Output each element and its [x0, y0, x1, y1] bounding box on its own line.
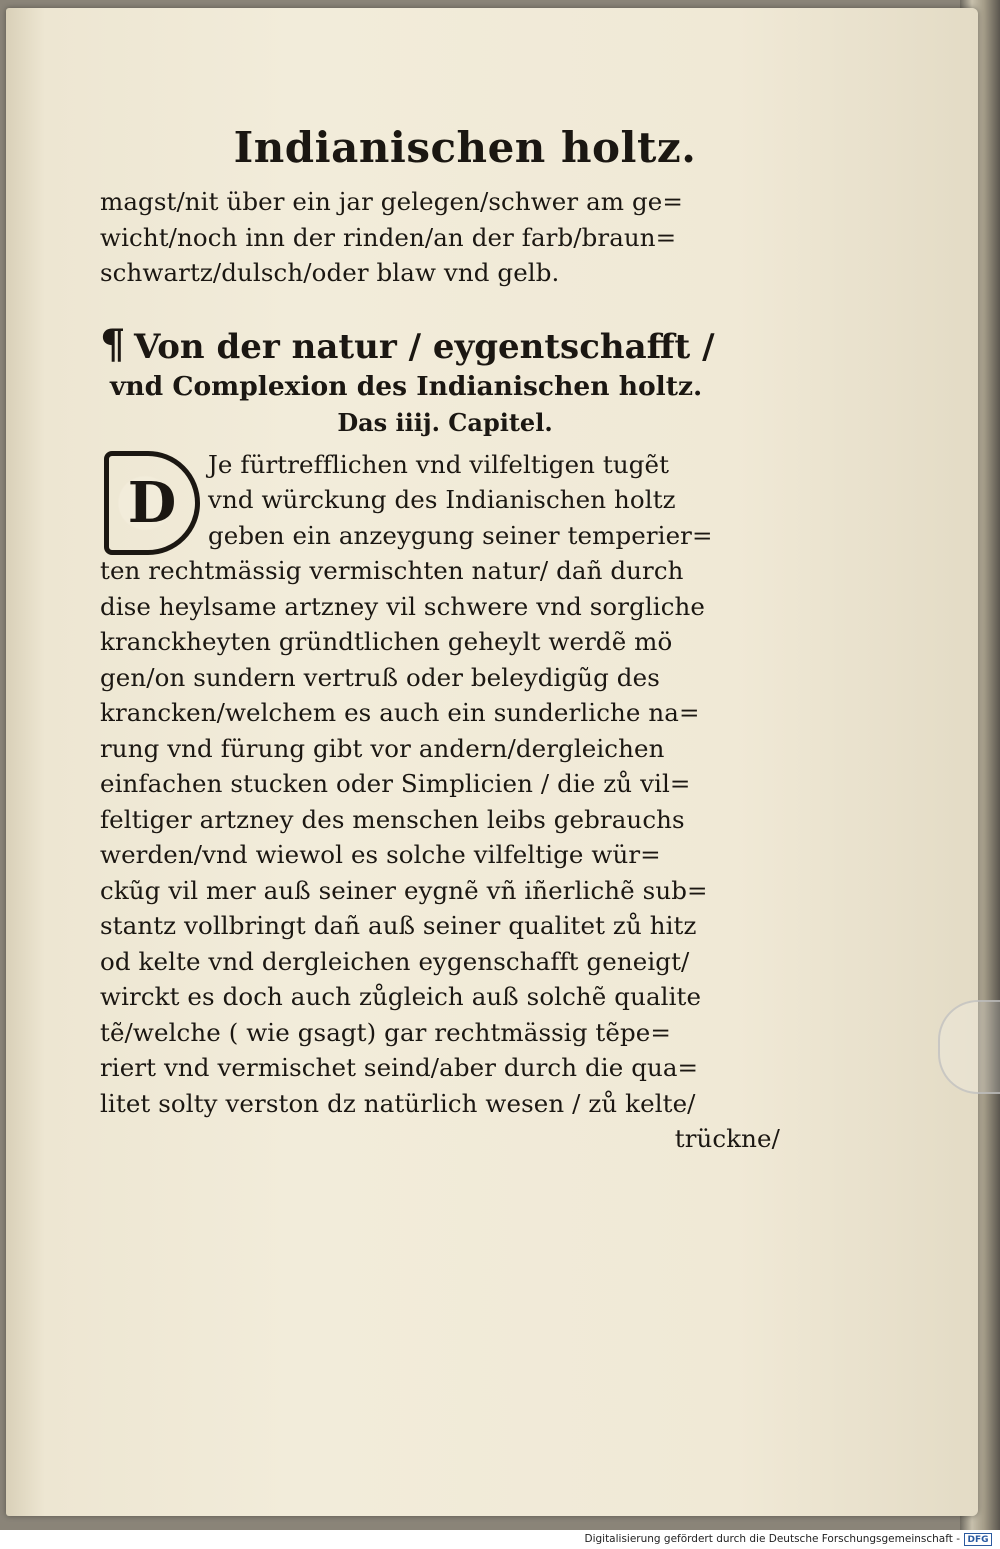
text-line: rung vnd fürung gibt vor andern/dergleichen — [100, 733, 665, 763]
text-line: schwartz/dulsch/oder blaw vnd gelb. — [100, 258, 560, 287]
page-text — [100, 112, 790, 1157]
text-line: tẽ/welche ( wie gsagt) gar rechtmässig tẽpe= — [100, 1017, 671, 1047]
catchword: trückne/ — [674, 1124, 780, 1153]
chapter-heading — [100, 320, 790, 441]
page-clip — [938, 1000, 1000, 1094]
heading-line-1 — [100, 320, 790, 369]
text-line: werden/vnd wiewol es solche vilfeltige wür= — [100, 840, 661, 869]
text-line: od kelte vnd dergleichen eygenschafft geneigt/ — [100, 946, 690, 976]
text-line: feltiger artzney des menschen leibs gebrauchs — [100, 804, 685, 834]
text-line: dise heylsame artzney vil schwere vnd sorgliche — [100, 591, 706, 621]
intro-paragraph — [100, 184, 790, 291]
text-line: wirckt es doch auch zůgleich auß solchẽ qualite — [100, 982, 702, 1011]
text-line: wicht/noch inn der rinden/an der farb/braun= — [100, 222, 677, 252]
text-line: einfachen stucken oder Simplicien / die zů vil= — [100, 769, 691, 798]
text-line: kranckheyten gründtlichen geheylt werdẽ mö — [100, 627, 673, 656]
text-line: ckũg vil mer auß seiner eygnẽ vñ iñerlichẽ sub= — [100, 875, 708, 905]
text-line: Je fürtrefflichen vnd vilfeltigen tugẽt — [208, 449, 670, 479]
text-line: geben ein anzeygung seiner temperier= — [208, 520, 713, 550]
digitization-footer — [0, 1530, 1000, 1549]
text-line: gen/on sundern vertruß oder beleydigũg des — [100, 662, 660, 692]
running-head: Indianischen holtz. — [233, 123, 697, 172]
text-line: vnd würckung des Indianischen holtz — [208, 485, 676, 514]
heading-line-2: vnd Complexion des Indianischen holtz. — [110, 370, 703, 402]
drop-cap-initial: D — [104, 451, 200, 555]
text-line: krancken/welchem es auch ein sunderliche na= — [100, 698, 700, 727]
dfg-logo: DFG — [964, 1533, 992, 1546]
chapter-number: Das iiij. Capitel. — [337, 407, 553, 437]
pilcrow-icon: ¶ — [100, 320, 126, 368]
text-line: ten rechtmässig vermischten natur/ dañ durch — [100, 556, 684, 585]
heading-text: Von der natur / eygentschafft / — [134, 326, 715, 367]
text-line: litet solty verston dz natürlich wesen / zů kelte/ — [100, 1088, 696, 1118]
funding-credit: Digitalisierung gefördert durch die Deutsche Forschungsgemeinschaft - — [584, 1533, 960, 1545]
text-line: riert vnd vermischet seind/aber durch die qua= — [100, 1053, 699, 1082]
text-line: stantz vollbringt dañ auß seiner qualitet zů hitz — [100, 911, 697, 940]
chapter-body — [100, 447, 790, 1157]
text-line: magst/nit über ein jar gelegen/schwer am ge= — [100, 187, 684, 216]
